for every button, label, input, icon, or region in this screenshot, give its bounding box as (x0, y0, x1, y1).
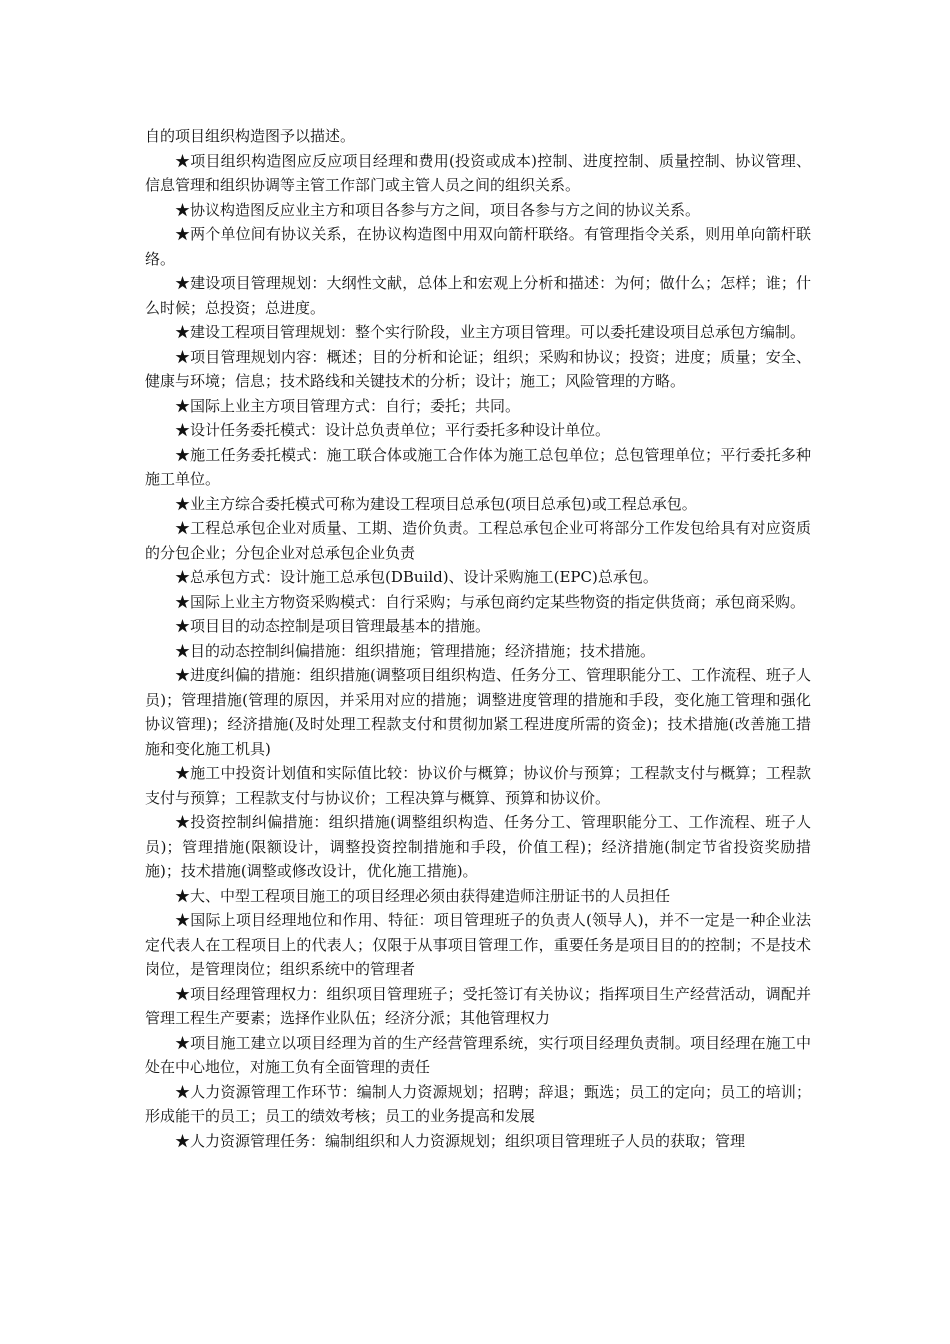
paragraph-contract-methods: ★总承包方式：设计施工总承包(DBuild)、设计采购施工(EPC)总承包。 (175, 568, 658, 586)
paragraph-construction-commission: ★施工任务委托模式：施工联合体或施工合作体为施工总包单位；总包管理单位；平行委托多种施工单位。 (145, 445, 811, 488)
document-body (145, 124, 811, 1153)
paragraph-design-commission: ★设计任务委托模式：设计总负责单位；平行委托多种设计单位。 (175, 421, 611, 439)
paragraph-continuation: 自的项目组织构造图予以描述。 (145, 127, 356, 145)
paragraph-arrow-links: ★两个单位间有协议关系，在协议构造图中用双向箭杆联络。有管理指令关系，则用单向箭杆联络。 (145, 225, 811, 268)
paragraph-investment-comparison: ★施工中投资计划值和实际值比较：协议价与概算；协议价与预算；工程款支付与概算；工程款支付与预算；工程款支付与协议价；工程决算与概算、预算和协议价。 (145, 764, 811, 807)
paragraph-responsibility-system: ★项目施工建立以项目经理为首的生产经营管理系统，实行项目经理负责制。项目经理在施工中处在中心地位，对施工负有全面管理的责任 (145, 1033, 811, 1076)
paragraph-project-manager-authority: ★项目经理管理权力：组织项目管理班子；受托签订有关协议；指挥项目生产经营活动，调配并管理工程生产要素；选择作业队伍；经济分派；其他管理权力 (145, 984, 811, 1027)
paragraph-hr-tasks: ★人力资源管理任务：编制组织和人力资源规划；组织项目管理班子人员的获取；管理 (175, 1131, 746, 1150)
paragraph-procurement-modes: ★国际上业主方物资采购模式：自行采购；与承包商约定某些物资的指定供货商；承包商采购。 (175, 592, 806, 611)
paragraph-hr-steps: ★人力资源管理工作环节：编制人力资源规划；招聘；辞退；甄选；员工的定向；员工的培训；形成能干的员工；员工的绩效考核；员工的业务提高和发展 (145, 1082, 811, 1125)
paragraph-project-manager-role: ★国际上项目经理地位和作用、特征：项目管理班子的负责人(领导人)，并不一定是一种企业法定代表人在工程项目上的代表人；仅限于从事项目管理工作，重要任务是项目目的的控制；不是技术岗位，是管理岗位；组织系统中的管理者 (145, 911, 811, 978)
paragraph-planning-content: ★项目管理规划内容：概述；目的分析和论证；组织；采购和协议；投资；进度；质量；安全、健康与环境；信息；技术路线和关键技术的分析；设计；施工；风险管理的方略。 (145, 347, 811, 390)
paragraph-general-contractor: ★工程总承包企业对质量、工期、造价负责。工程总承包企业可将部分工作发包给具有对应资质的分包企业；分包企业对总承包企业负责 (145, 519, 811, 562)
paragraph-org-chart: ★项目组织构造图应反应项目经理和费用(投资或成本)控制、进度控制、质量控制、协议管理、信息管理和组织协调等主管工作部门或主管人员之间的组织关系。 (145, 151, 811, 194)
paragraph-project-planning: ★建设项目管理规划：大纲性文献，总体上和宏观上分析和描述：为何；做什么；怎样；谁；什么时候；总投资；总进度。 (145, 274, 811, 317)
paragraph-engineering-planning: ★建设工程项目管理规划：整个实行阶段，业主方项目管理。可以委托建设项目总承包方编制。 (175, 323, 806, 341)
paragraph-schedule-correction: ★进度纠偏的措施：组织措施(调整项目组织构造、任务分工、管理职能分工、工作流程、班子人员)；管理措施(管理的原因，并采用对应的措施；调整进度管理的措施和手段，变化施工管理和强化协议管理)；经济措施(及时处理工程款支付和贯彻加紧工程进度所需的资金)；技术措施(改善施工措施和变化施工机具) (145, 666, 811, 758)
paragraph-contract-chart: ★协议构造图反应业主方和项目各参与方之间，项目各参与方之间的协议关系。 (175, 200, 701, 219)
paragraph-investment-correction: ★投资控制纠偏措施：组织措施(调整组织构造、任务分工、管理职能分工、工作流程、班子人员)；管理措施(限额设计，调整投资控制措施和手段，价值工程)；经济措施(制定节省投资奖励措施)；技术措施(调整或修改设计，优化施工措施)。 (145, 813, 811, 880)
paragraph-project-manager-requirement: ★大、中型工程项目施工的项目经理必须由获得建造师注册证书的人员担任 (175, 886, 671, 905)
paragraph-dynamic-control: ★项目目的动态控制是项目管理最基本的措施。 (175, 617, 491, 635)
paragraph-correction-measures: ★目的动态控制纠偏措施：组织措施；管理措施；经济措施；技术措施。 (175, 641, 656, 660)
paragraph-comprehensive-commission: ★业主方综合委托模式可称为建设工程项目总承包(项目总承包)或工程总承包。 (175, 494, 697, 513)
paragraph-owner-management-modes: ★国际上业主方项目管理方式：自行；委托；共同。 (175, 396, 521, 415)
